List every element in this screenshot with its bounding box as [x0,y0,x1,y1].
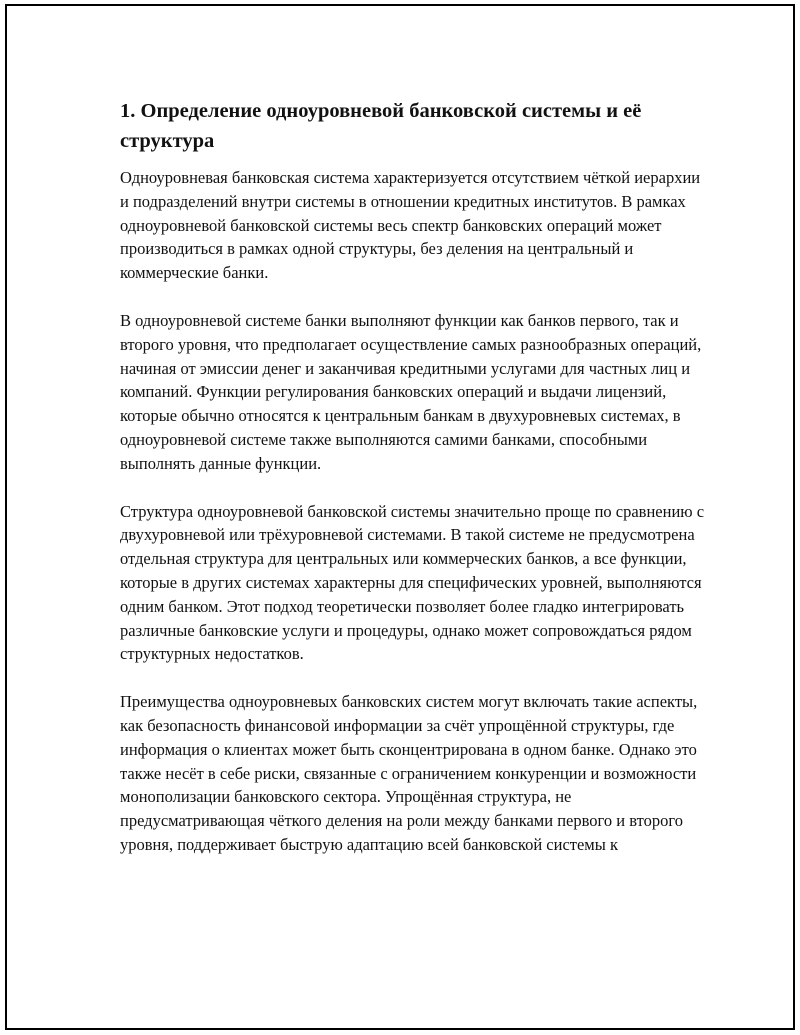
page-frame [5,4,795,1030]
page-content [120,96,710,881]
paragraph-advantages: Преимущества одноуровневых банковских систем могут включать такие аспекты, как безопасность финансовой информации за счёт упрощённой структуры, где информация о клиентах может быть сконцентрирована в одном банке. Однако это также несёт в себе риски, связанные с ограничением конкуренции и возможности монополизации банковского сектора. Упрощённая структура, не предусматривающая чёткого деления на роли между банками первого и второго уровня, поддерживает быструю адаптацию всей банковской системы к [120,692,698,854]
paragraph-definition: Одноуровневая банковская система характеризуется отсутствием чёткой иерархии и подразделений внутри системы в отношении кредитных институтов. В рамках одноуровневой банковской системы весь спектр банковских операций может производиться в рамках одной структуры, без деления на центральный и коммерческие банки. [120,168,701,283]
paragraph-functions: В одноуровневой системе банки выполняют функции как банков первого, так и второго уровня, что предполагает осуществление самых разнообразных операций, начиная от эмиссии денег и заканчивая кредитными услугами для частных лиц и компаний. Функции регулирования банковских операций и выдачи лицензий, которые обычно относятся к центральным банкам в двухуровневых системах, в одноуровневой системе также выполняются самими банками, способными выполнять данные функции. [120,310,702,473]
section-heading: 1. Определение одноуровневой банковской системы и её структура [120,100,642,152]
paragraph-structure: Структура одноуровневой банковской системы значительно проще по сравнению с двухуровневой или трёхуровневой системами. В такой системе не предусмотрена отдельная структура для центральных или коммерческих банков, а все функции, которые в других системах характерны для специфических уровней, выполняются одним банком. Этот подход теоретически позволяет более гладко интегрировать различные банковские услуги и процедуры, однако может сопровождаться рядом структурных недостатков. [120,501,705,664]
